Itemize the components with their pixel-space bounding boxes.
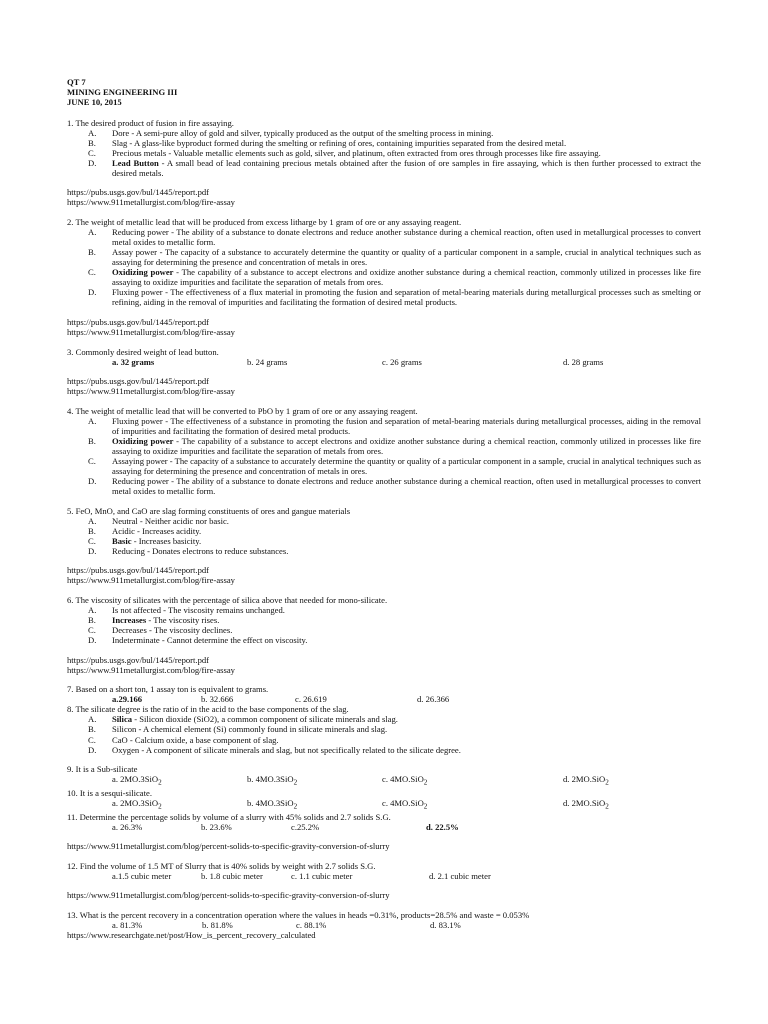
question-11: [67, 812, 701, 832]
option-c: c. 88.1%: [296, 920, 327, 931]
document-header: [67, 77, 701, 108]
option-a: A. Is not affected - The viscosity remains unchanged.: [88, 604, 285, 615]
question-stem: 1. The desired product of fusion in fire assaying.: [67, 117, 234, 128]
option-c-answer: C. Basic - Increases basicity.: [88, 535, 202, 546]
question-stem: 3. Commonly desired weight of lead button.: [67, 346, 219, 357]
reference-link[interactable]: https://www.911metallurgist.com/blog/percent-solids-to-specific-gravity-conversion-of-slurry: [67, 841, 390, 852]
question-stem: 10. It is a sesqui-silicate.: [67, 787, 152, 798]
answer-label: Increases: [112, 615, 147, 626]
question-stem: 8. The silicate degree is the ratio of in the acid to the base components of the slag.: [67, 704, 349, 715]
option-d: d. 2.1 cubic meter: [429, 870, 491, 881]
option-b: b. 32.666: [201, 694, 234, 705]
option-d: D. Reducing power - The ability of a substance to donate electrons and reduce another substance during a chemical reaction, often used in metallurgical processes to convert metal oxides to metallic form.: [88, 476, 701, 497]
option-c: C. Precious metals - Valuable metallic elements such as gold, silver, and platinum, often extracted from ores through processes like fire assaying.: [88, 147, 601, 158]
references: [67, 655, 701, 675]
references: [67, 890, 701, 900]
references: [67, 376, 701, 396]
reference-link[interactable]: https://www.911metallurgist.com/blog/percent-solids-to-specific-gravity-conversion-of-slurry: [67, 890, 390, 901]
references: [67, 565, 701, 585]
reference-link[interactable]: https://pubs.usgs.gov/bul/1445/report.pdf: [67, 565, 210, 576]
option-c: c. 1.1 cubic meter: [291, 870, 353, 881]
option-a: a. 2MO.3SiO$_2$: [112, 797, 162, 811]
option-d: D. Fluxing power - The effectiveness of a flux material in promoting the fusion and separation of metal-bearing materials during metallurgical processes such as smelting or refining, aiding in the removal of impurities and facilitating the formation of desired metal products.: [88, 287, 701, 308]
option-d: d. 28 grams: [563, 356, 604, 367]
question-stem: 4. The weight of metallic lead that will be converted to PbO by 1 gram of ore or any assaying reagent.: [67, 405, 418, 416]
option-a: a. 26.3%: [112, 821, 143, 832]
reference-link[interactable]: https://pubs.usgs.gov/bul/1445/report.pdf: [67, 654, 210, 665]
option-row: [67, 871, 701, 881]
question-stem: 13. What is the percent recovery in a concentration operation where the values in heads =0.31%, products=28.5% and waste = 0.053%: [67, 910, 530, 920]
option-d-answer: D. Lead Button - A small bead of lead containing precious metals obtained after the fusion of ore samples in fire assaying, which is then further processed to extract the desired metals.: [88, 157, 701, 178]
question-8: [67, 704, 701, 754]
references: [67, 841, 701, 851]
option-b: b. 1.8 cubic meter: [201, 870, 263, 881]
option-c: C. Decreases - The viscosity declines.: [88, 625, 233, 636]
option-b: b. 81.8%: [202, 920, 233, 931]
option-row: [67, 798, 701, 812]
option-a: A. Neutral - Neither acidic nor basic.: [88, 515, 229, 526]
option-b: b. 4MO.3SiO$_2$: [247, 774, 298, 787]
option-c: C. CaO - Calcium oxide, a base component of slag.: [88, 734, 279, 745]
reference-link[interactable]: https://www.researchgate.net/post/How_is_percent_recovery_calculated: [67, 930, 316, 941]
option-b-answer: B. Increases - The viscosity rises.: [88, 615, 220, 626]
option-a: A. Fluxing power - The effectiveness of a substance in promoting the fusion and separation of metal-bearing materials during metallurgical processes, aiding in the removal of impurities and facilitating the formation of desired metal products.: [88, 415, 701, 436]
option-c: c. 4MO.SiO$_2$: [382, 797, 428, 811]
answer-label: Silica: [112, 714, 133, 725]
reference-link[interactable]: https://pubs.usgs.gov/bul/1445/report.pdf: [67, 316, 210, 327]
option-row: [67, 822, 701, 832]
option-a: a.1.5 cubic meter: [112, 870, 172, 881]
references: [67, 317, 701, 337]
option-b-answer: B. Oxidizing power - The capability of a substance to accept electrons and oxidize another substance during a chemical reaction, commonly utilized in processes like fire assaying to oxidize impurities and facilitate the separation of metals from ores.: [88, 435, 701, 456]
option-c: c.25.2%: [291, 821, 320, 832]
option-row: [67, 357, 701, 367]
option-c: c. 26 grams: [382, 356, 422, 367]
option-a-answer: A. Silica - Silicon dioxide (SiO2), a common component of silicate minerals and slag.: [88, 714, 398, 725]
question-7: [67, 684, 701, 704]
course-code: QT 7: [67, 77, 86, 87]
question-stem: 2. The weight of metallic lead that will be produced from excess litharge by 1 gram of ore or any assaying reagent.: [67, 216, 462, 227]
reference-link[interactable]: https://www.911metallurgist.com/blog/fire-assay: [67, 386, 235, 397]
reference-link[interactable]: https://www.911metallurgist.com/blog/fire-assay: [67, 326, 235, 337]
question-9: [67, 764, 701, 788]
option-c-answer: C. Oxidizing power - The capability of a substance to accept electrons and oxidize another substance during a chemical reaction, commonly utilized in processes like fire assaying to oxidize impurities and facilitate the separation of metals from ores.: [88, 267, 701, 288]
option-b: B. Silicon - A chemical element (Si) commonly found in silicate minerals and slag.: [88, 724, 388, 735]
document-page: [67, 77, 701, 940]
option-a: A. Reducing power - The ability of a substance to donate electrons and reduce another substance during a chemical reaction, often used in metallurgical processes to convert metal oxides to metallic form.: [88, 227, 701, 248]
question-6: [67, 595, 701, 645]
answer-label: Oxidizing power: [112, 267, 174, 278]
references: [67, 187, 701, 207]
question-10: [67, 788, 701, 812]
question-stem: 12. Find the volume of 1.5 MT of Slurry that is 40% solids by weight with 2.7 solids S.G.: [67, 860, 376, 871]
references: [67, 930, 701, 940]
option-d: d. 83.1%: [430, 920, 461, 931]
question-5: [67, 506, 701, 556]
question-stem: 11. Determine the percentage solids by volume of a slurry with 45% solids and 2.7 solids S.G.: [67, 811, 391, 822]
option-d: d. 26.366: [417, 694, 450, 705]
question-4: [67, 406, 701, 496]
option-row: [67, 694, 701, 704]
option-d: D. Reducing - Donates electrons to reduce substances.: [88, 545, 289, 556]
option-c: c. 4MO.SiO$_2$: [382, 774, 428, 787]
reference-link[interactable]: https://www.911metallurgist.com/blog/fire-assay: [67, 197, 235, 208]
option-b: b. 24 grams: [247, 356, 288, 367]
option-d: D. Oxygen - A component of silicate minerals and slag, but not specifically related to the silicate degree.: [88, 744, 461, 755]
question-12: [67, 861, 701, 881]
reference-link[interactable]: https://pubs.usgs.gov/bul/1445/report.pdf: [67, 376, 210, 387]
option-b: B. Acidic - Increases acidity.: [88, 525, 202, 536]
question-3: [67, 347, 701, 367]
question-stem: 6. The viscosity of silicates with the percentage of silica above that needed for mono-silicate.: [67, 594, 388, 605]
option-d-answer: d. 22.5%: [426, 821, 459, 832]
question-stem: 7. Based on a short ton, 1 assay ton is equivalent to grams.: [67, 684, 269, 695]
option-a-answer: a. 32 grams: [112, 356, 155, 367]
option-row: [67, 920, 701, 930]
reference-link[interactable]: https://www.911metallurgist.com/blog/fire-assay: [67, 575, 235, 586]
option-b: b. 23.6%: [201, 821, 232, 832]
option-a: a. 81.3%: [112, 920, 143, 931]
option-b: B. Slag - A glass-like byproduct formed during the smelting or refining of ores, containing impurities separated from the desired metal.: [88, 137, 567, 148]
question-13: [67, 910, 701, 930]
question-2: [67, 217, 701, 307]
option-row: [67, 774, 701, 788]
question-stem: 9. It is a Sub-silicate: [67, 764, 138, 775]
question-1: [67, 118, 701, 178]
document-date: JUNE 10, 2015: [67, 97, 122, 108]
course-title: MINING ENGINEERING III: [67, 87, 178, 98]
option-d: d. 2MO.SiO$_2$: [563, 797, 609, 811]
option-c: c. 26.619: [295, 694, 327, 705]
answer-label: Oxidizing power: [112, 435, 174, 446]
reference-link[interactable]: https://www.911metallurgist.com/blog/fire-assay: [67, 664, 235, 675]
option-c: C. Assaying power - The capacity of a substance to accurately determine the quantity or quality of a particular component in a sample, crucial in analytical techniques such as assaying for determining the presence and concentration of metals in ores.: [88, 455, 701, 476]
option-b: B. Assay power - The capacity of a substance to accurately determine the quantity or quality of a particular component in a sample, crucial in analytical techniques such as assaying for determining the presence and concentration of metals in ores.: [88, 247, 701, 268]
answer-label: Lead Button: [112, 157, 159, 168]
option-d: D. Indeterminate - Cannot determine the effect on viscosity.: [88, 635, 308, 646]
option-a-answer: a.29.166: [112, 694, 143, 705]
reference-link[interactable]: https://pubs.usgs.gov/bul/1445/report.pdf: [67, 187, 210, 198]
option-d: d. 2MO.SiO$_2$: [563, 774, 609, 787]
option-a: A. Dore - A semi-pure alloy of gold and silver, typically produced as the output of the smelting process in mining.: [88, 127, 494, 138]
answer-label: Basic: [112, 535, 132, 546]
question-stem: 5. FeO, MnO, and CaO are slag forming constituents of ores and gangue materials: [67, 505, 351, 516]
option-b: b. 4MO.3SiO$_2$: [247, 797, 298, 811]
option-a: a. 2MO.3SiO$_2$: [112, 774, 162, 787]
